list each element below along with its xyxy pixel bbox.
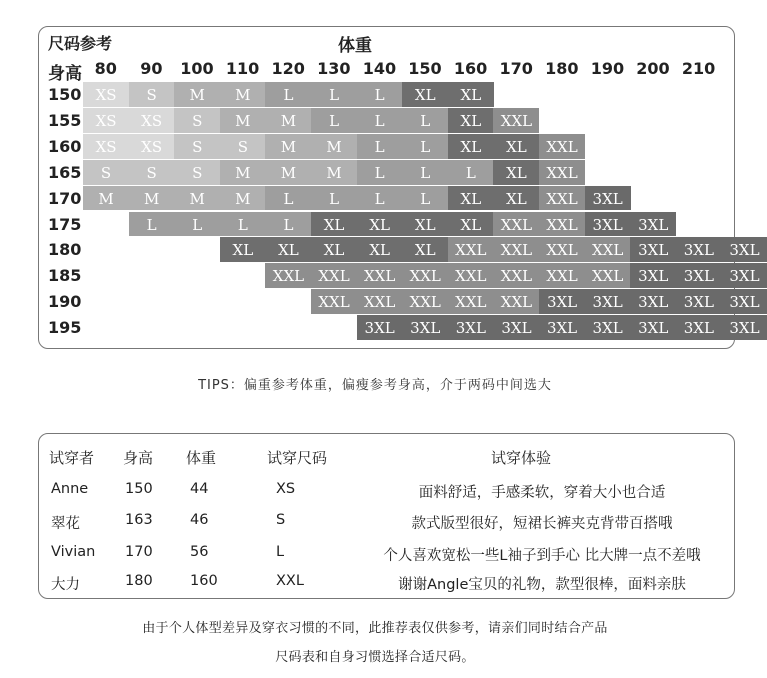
size-cell: M [220,160,266,185]
size-cell: 3XL [630,263,676,288]
height-label: 150 [48,85,82,104]
size-cell: XS [129,134,175,159]
size-cell: L [265,186,311,211]
size-cell: L [448,160,494,185]
weight-header: 190 [590,59,625,78]
weight-header: 210 [681,59,716,78]
size-cell: XL [493,134,539,159]
size-cell: S [174,160,220,185]
size-cell: XL [311,212,357,237]
size-cell: XL [402,237,448,262]
weight-header: 80 [94,59,117,78]
trial-cell: 163 [125,512,153,528]
height-label: 195 [48,318,82,338]
size-cell: S [129,82,175,107]
size-cell: XXL [493,108,539,133]
weight-header: 100 [180,59,214,78]
height-label: 175 [48,214,82,234]
weight-header: 130 [317,59,351,78]
size-cell: L [129,212,175,237]
height-label: 170 [48,188,82,208]
size-cell: XL [357,212,403,237]
trial-feedback: 面料舒适，手感柔软，穿着大小也合适 [418,485,666,501]
trial-cell: 160 [190,573,218,589]
size-cell: XL [402,212,448,237]
size-cell: 3XL [539,289,585,314]
size-cell: L [265,82,311,107]
size-cell: S [174,108,220,133]
size-cell: 3XL [585,212,631,237]
size-cell: 3XL [585,315,631,340]
weight-header: 160 [453,59,488,78]
weight-header: 150 [408,59,442,78]
size-cell: XXL [265,263,311,288]
size-cell: 3XL [357,315,403,340]
size-cell: L [311,186,357,211]
trial-table-header: 体重 [186,449,217,467]
size-cell: XXL [539,263,585,288]
trial-feedback: 个人喜欢宽松一些L袖子到手心 比大牌一点不差哦 [383,548,701,564]
trial-cell: 大力 [51,577,80,593]
size-cell: 3XL [630,237,676,262]
size-cell: M [311,160,357,185]
size-cell: XXL [402,263,448,288]
size-cell: XXL [539,134,585,159]
size-cell: XXL [448,237,494,262]
trial-cell: 150 [125,481,153,497]
size-cell: 3XL [676,289,722,314]
height-label: 165 [48,162,82,182]
trial-table-header: 身高 [123,449,154,467]
size-cell: XS [83,82,129,107]
size-cell: XXL [539,186,585,211]
size-cell: 3XL [539,315,585,340]
size-cell: S [174,134,220,159]
trial-cell: Vivian [51,544,96,560]
size-cell: 3XL [721,289,767,314]
size-cell: 3XL [585,289,631,314]
trial-cell: 180 [125,573,153,589]
height-label: 190 [48,292,82,312]
size-cell: M [129,186,175,211]
size-cell: M [83,186,129,211]
size-cell: 3XL [585,186,631,211]
size-cell: XL [448,108,494,133]
size-cell: XXL [493,237,539,262]
trial-table-header: 试穿者 [49,449,95,467]
height-axis-label: 身高 [48,64,82,84]
height-label: 185 [48,266,82,286]
size-cell: XL [402,82,448,107]
trial-cell: 56 [190,544,209,560]
weight-header: 140 [362,59,397,78]
size-cell: XXL [311,289,357,314]
size-cell: 3XL [630,315,676,340]
trial-cell: XXL [276,573,304,589]
size-cell: XXL [493,212,539,237]
size-cell: XXL [585,263,631,288]
size-cell: XL [357,237,403,262]
size-cell: XXL [493,289,539,314]
trial-feedback: 谢谢Angle宝贝的礼物，款型很棒，面料亲肤 [398,577,686,593]
size-cell: L [357,82,403,107]
trial-table-header: 试穿体验 [491,449,552,467]
size-cell: XL [493,160,539,185]
size-cell: M [265,108,311,133]
weight-header: 90 [140,59,163,78]
size-cell: L [220,212,266,237]
size-cell: 3XL [493,315,539,340]
disclaimer-line-2: 尺码表和自身习惯选择合适尺码。 [275,650,475,665]
weight-header: 170 [499,59,533,78]
size-cell: S [83,160,129,185]
size-cell: XXL [311,263,357,288]
size-cell: XXL [448,263,494,288]
size-cell: L [402,160,448,185]
size-cell: L [357,160,403,185]
size-cell: XL [448,186,494,211]
size-cell: L [311,108,357,133]
size-cell: XXL [402,289,448,314]
size-cell: L [402,108,448,133]
size-cell: L [174,212,220,237]
size-cell: L [357,108,403,133]
size-cell: L [357,186,403,211]
trial-cell: XS [276,481,296,497]
weight-header: 110 [225,59,260,78]
trial-table-header: 试穿尺码 [267,449,328,467]
size-cell: XXL [539,160,585,185]
size-cell: XL [448,134,494,159]
trial-feedback: 款式版型很好，短裙长裤夹克背带百搭哦 [411,516,673,532]
trial-cell: 46 [190,512,209,528]
size-cell: M [220,186,266,211]
size-cell: M [174,186,220,211]
size-cell: XXL [357,263,403,288]
trial-cell: 翠花 [51,516,80,532]
size-cell: XL [311,237,357,262]
size-cell: XL [265,237,311,262]
size-cell: XL [220,237,266,262]
size-cell: XXL [539,212,585,237]
size-cell: 3XL [721,263,767,288]
size-cell: M [220,108,266,133]
size-cell: XXL [539,237,585,262]
trial-cell: 170 [125,544,153,560]
weight-axis-title: 体重 [338,36,372,56]
size-cell: 3XL [630,289,676,314]
size-chart-corner-label: 尺码参考 [48,34,113,53]
size-cell: 3XL [676,263,722,288]
size-cell: 3XL [448,315,494,340]
size-cell: L [402,186,448,211]
weight-header: 120 [271,59,305,78]
size-cell: XS [83,108,129,133]
size-cell: 3XL [676,315,722,340]
size-cell: L [402,134,448,159]
size-cell: XS [83,134,129,159]
size-cell: XL [493,186,539,211]
size-cell: XXL [448,289,494,314]
size-cell: L [357,134,403,159]
size-cell: XXL [493,263,539,288]
weight-header: 200 [636,59,670,78]
size-cell: 3XL [402,315,448,340]
size-cell: L [265,212,311,237]
size-cell: S [220,134,266,159]
height-label: 155 [48,110,82,130]
size-cell: XS [129,108,175,133]
size-cell: S [129,160,175,185]
disclaimer-line-1: 由于个人体型差异及穿衣习惯的不同，此推荐表仅供参考，请亲们同时结合产品 [142,621,608,636]
size-cell: 3XL [676,237,722,262]
size-cell: M [265,134,311,159]
trial-cell: L [276,544,285,560]
trial-cell: Anne [51,481,89,497]
size-cell: M [265,160,311,185]
size-cell: 3XL [721,237,767,262]
trial-cell: S [276,512,286,528]
size-cell: XL [448,82,494,107]
size-cell: M [311,134,357,159]
size-cell: XXL [585,237,631,262]
size-cell: L [311,82,357,107]
trial-cell: 44 [190,481,209,497]
size-cell: XL [448,212,494,237]
height-label: 180 [48,240,82,260]
size-cell: XXL [357,289,403,314]
size-cell: M [220,82,266,107]
weight-header: 180 [545,59,579,78]
height-label: 160 [48,136,82,156]
size-cell: 3XL [721,315,767,340]
size-cell: M [174,82,220,107]
size-cell: 3XL [630,212,676,237]
tips-text: TIPS：偏重参考体重，偏瘦参考身高，介于两码中间选大 [198,378,552,393]
